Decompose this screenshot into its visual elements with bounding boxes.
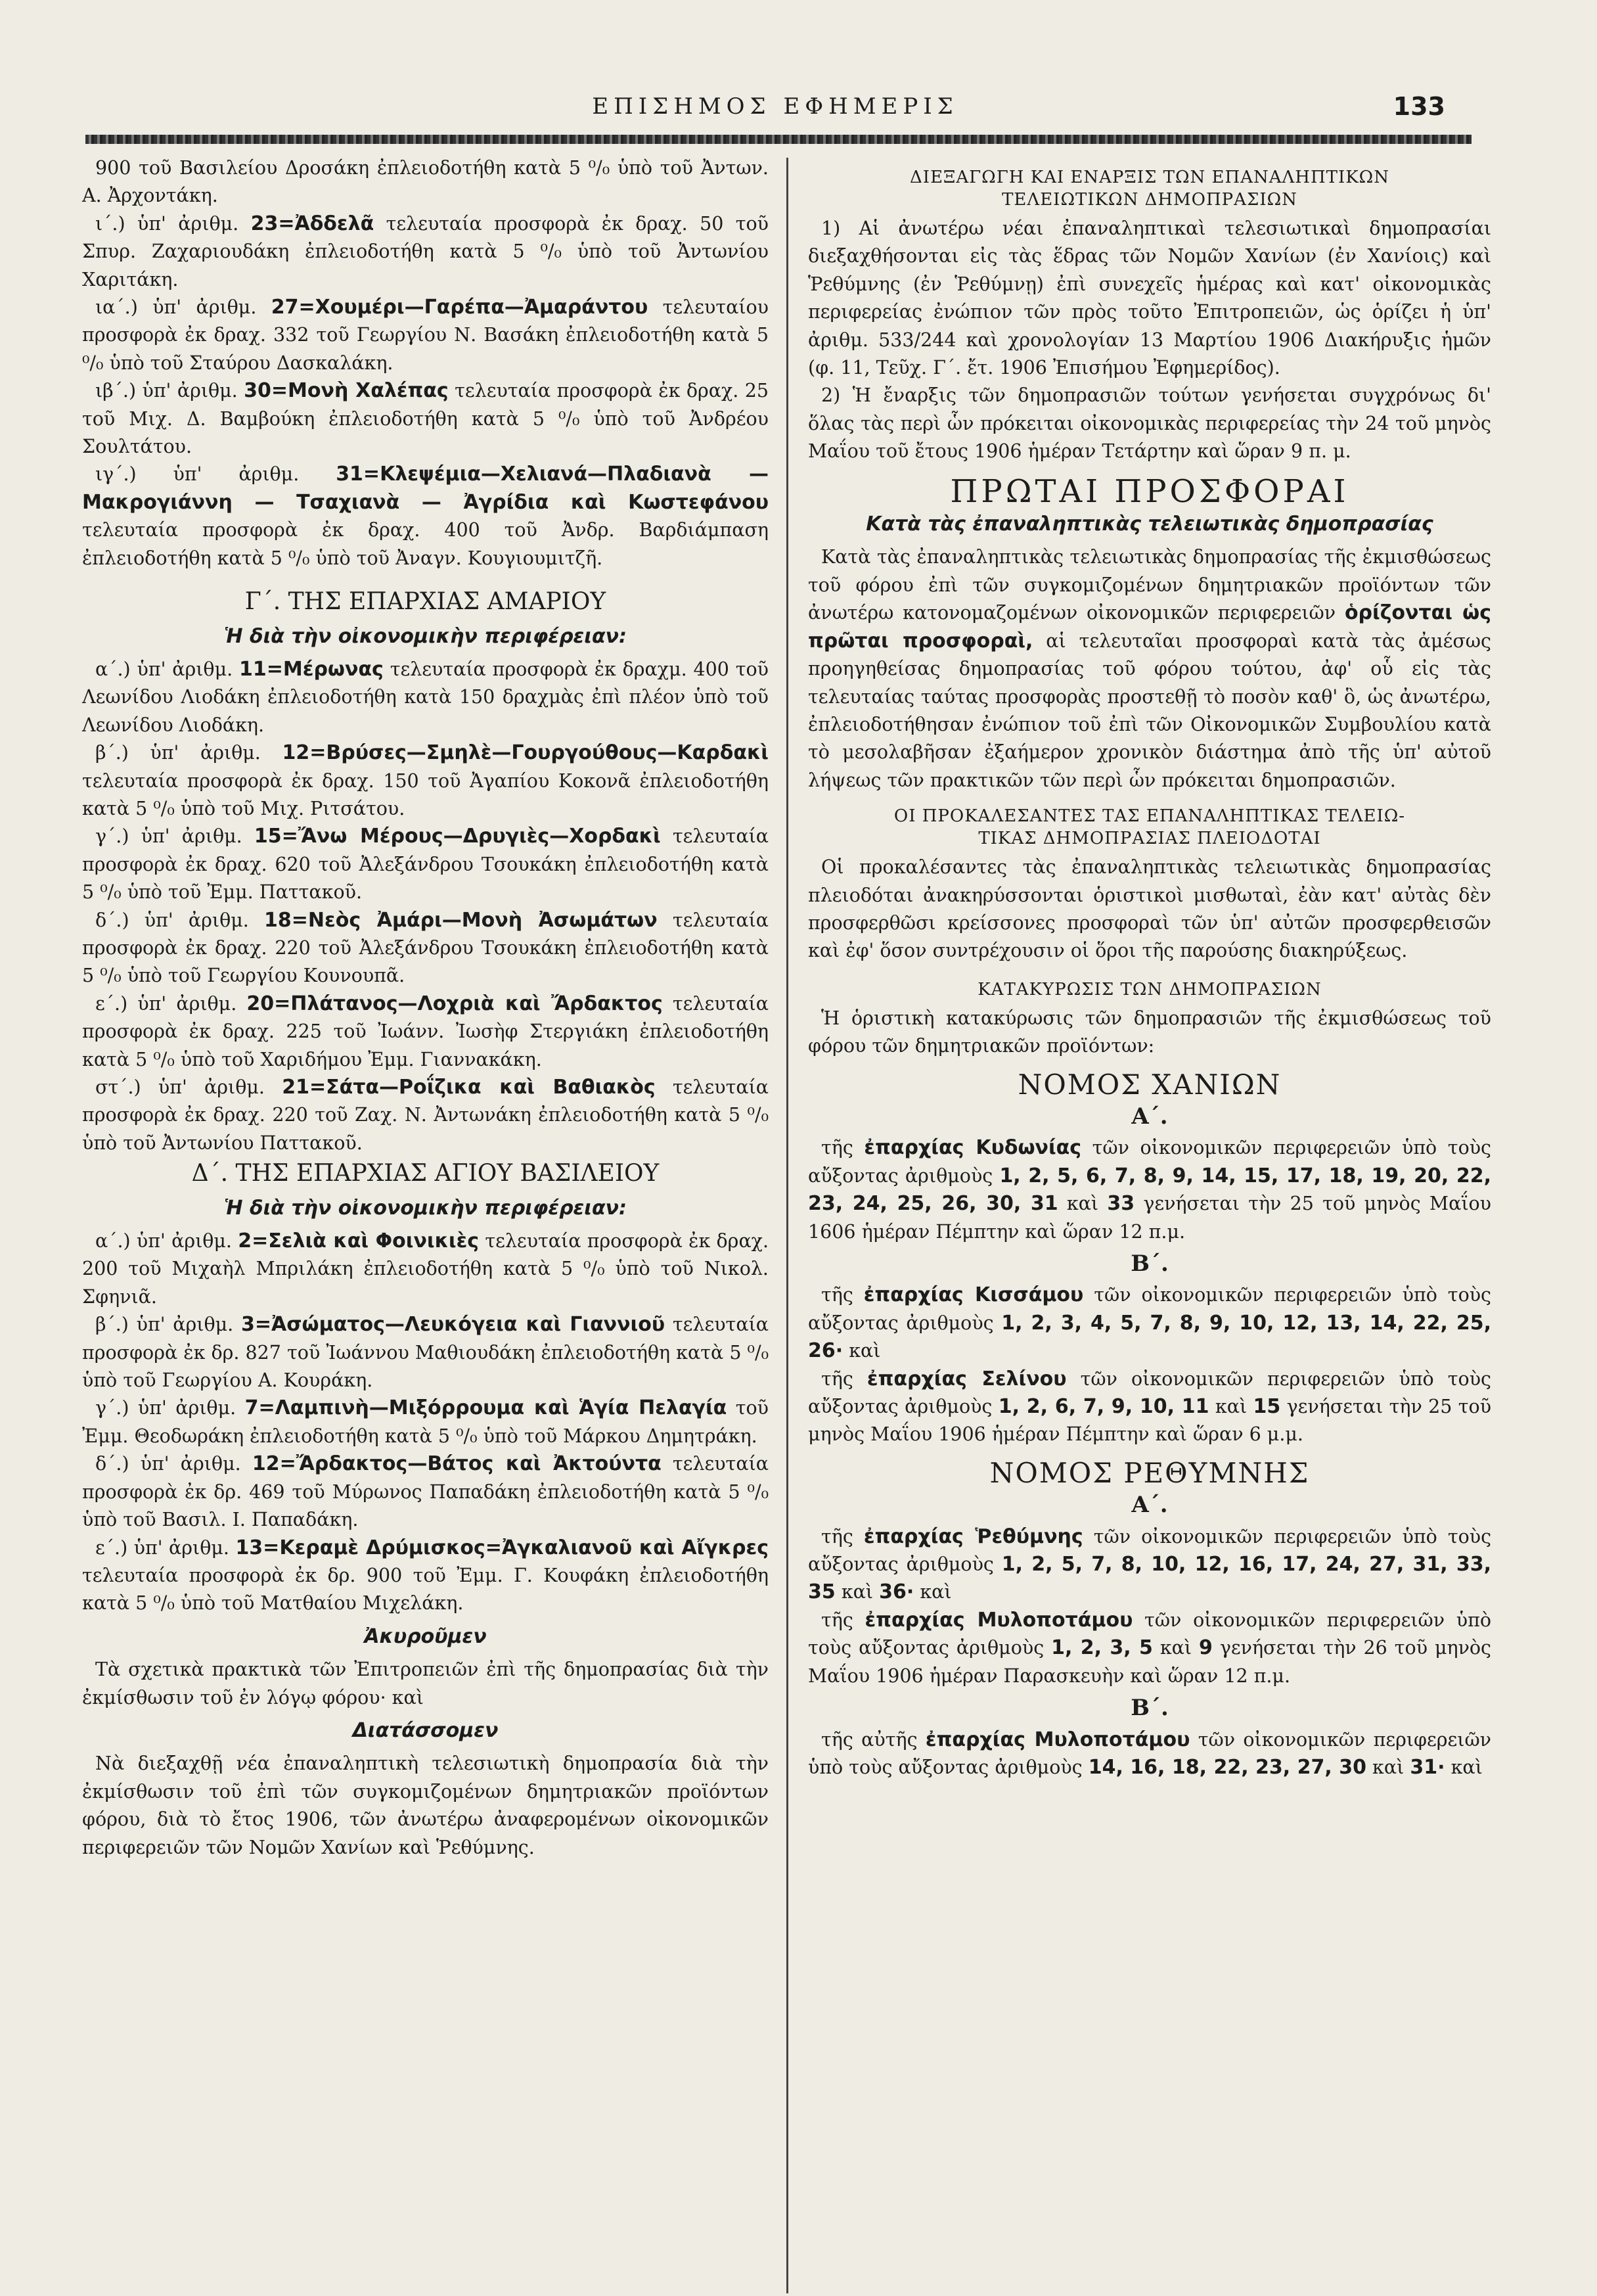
paragraph: στ΄.) ὑπ' ἀριθμ. 21=Σάτα—Ροΐζικα καὶ Βαθιακὸς τελευταία προσφορὰ ἐκ δραχ. 220 τοῦ Ζαχ. Ν. Ἀντωνάκη ἐπλειοδοτήθη κατὰ 5 ⁰/₀ ὑπὸ τοῦ Ἀντωνίου Παττακοῦ. — [82, 1076, 769, 1154]
paragraph: β΄.) ὑπ' ἀριθμ. 3=Ἀσώματος—Λευκόγεια καὶ Γιαννιοῦ τελευταία προσφορὰ ἐκ δρ. 827 τοῦ Ἰωάννου Μαθιουδάκη ἐπλειοδοτήθη κατὰ 5 ⁰/₀ ὑπὸ τοῦ Γεωργίου Α. Κουράκη. — [82, 1313, 769, 1392]
section-subheading: Ἡ διὰ τὴν οἰκονομικὴν περιφέρειαν: — [224, 624, 627, 648]
paragraph: δ΄.) ὑπ' ἀριθμ. 18=Νεὸς Ἀμάρι—Μονὴ Ἀσωμάτων τελευταία προσφορὰ ἐκ δραχ. 220 τοῦ Ἀλεξάνδρου Τσουκάκη ἐπλειοδοτήθη κατὰ 5 ⁰/₀ ὑπὸ τοῦ Γεωργίου Κουνουπᾶ. — [82, 908, 769, 987]
section-heading: ΔΙΕΞΑΓΩΓΗ ΚΑΙ ΕΝΑΡΞΙΣ ΤΩΝ ΕΠΑΝΑΛΗΠΤΙΚΩΝ ΤΕΛΕΙΩΤΙΚΩΝ ΔΗΜΟΠΡΑΣΙΩΝ — [910, 168, 1389, 210]
newspaper-title: ΕΠΙΣΗΜΟΣ ΕΦΗΜΕΡΙΣ — [592, 93, 958, 120]
paragraph: β΄.) ὑπ' ἀριθμ. 12=Βρύσες—Σμηλὲ—Γουργούθους—Καρδακὶ τελευταία προσφορὰ ἐκ δραχ. 150 τοῦ Ἀγαπίου Κοκονᾶ ἐπλειοδοτήθη κατὰ 5 ⁰/₀ ὑπὸ τοῦ Μιχ. Ριτσάτου. — [82, 741, 769, 819]
paragraph: ιγ΄.) ὑπ' ἀριθμ. 31=Κλεψέμια—Χελιανά—Πλαδιανὰ — Μακρογιάννη — Τσαχιανὰ — Ἀγρίδια καὶ Κωστεφάνου τελευταία προσφορὰ ἐκ δραχ. 400 τοῦ Ἀνδρ. Βαρδιάμπαση ἐπλειοδοτήθη κατὰ 5 ⁰/₀ ὑπὸ τοῦ Ἀναγν. Κουγιουμιτζῆ. — [82, 463, 769, 569]
paragraph: γ΄.) ὑπ' ἀριθμ. 7=Λαμπινὴ—Μιξόρρουμα καὶ Ἁγία Πελαγία τοῦ Ἐμμ. Θεοδωράκη ἐπλειοδοτήθη κατὰ 5 ⁰/₀ ὑπὸ τοῦ Μάρκου Δημητράκη. — [82, 1396, 769, 1447]
column-divider — [786, 158, 788, 2293]
paragraph: Οἱ προκαλέσαντες τὰς ἐπαναληπτικὰς τελειωτικὰς δημοπρασίας πλειοδόται ἀνακηρύσσονται ὁριστικοὶ μισθωταὶ, ἐὰν κατ' αὐτὰς δὲν προσφερθῶσι κρείσσονες προσφοραὶ τῶν ὑπ' αὐτῶν προσφερθεισῶν καὶ ἐφ' ὅσον συντρέχουσιν οἱ ὅροι τῆς παρούσης διακηρύξεως. — [808, 856, 1491, 962]
paragraph: α΄.) ὑπ' ἀριθμ. 2=Σελιὰ καὶ Φοινικιὲς τελευταία προσφορὰ ἐκ δραχ. 200 τοῦ Μιχαὴλ Μπριλάκη ἐπλειοδοτήθη κατὰ 5 ⁰/₀ ὑπὸ τοῦ Νικολ. Σφηνιᾶ. — [82, 1229, 769, 1308]
diatassomen-heading: Διατάσσομεν — [352, 1718, 499, 1742]
section-heading: ΚΑΤΑΚΥΡΩΣΙΣ ΤΩΝ ΔΗΜΟΠΡΑΣΙΩΝ — [978, 979, 1322, 999]
paragraph: τῆς ἐπαρχίας Κισσάμου τῶν οἰκονομικῶν περιφερειῶν ὑπὸ τοὺς αὔξοντας ἀριθμοὺς 1, 2, 3, 4, 5, 7, 8, 9, 10, 12, 13, 14, 22, 25, 26· καὶ — [808, 1283, 1492, 1363]
paragraph: τῆς ἐπαρχίας Ῥεθύμνης τῶν οἰκονομικῶν περιφερειῶν ὑπὸ τοὺς αὔξοντας ἀριθμοὺς 1, 2, 5, 7, 8, 10, 12, 16, 17, 24, 27, 31, 33, 35 καὶ 36· καὶ — [808, 1525, 1492, 1604]
paragraph: ε΄.) ὑπ' ἀριθμ. 20=Πλάτανος—Λοχριὰ καὶ Ἄρδακτος τελευταία προσφορὰ ἐκ δραχ. 225 τοῦ Ἰωάνν. Ἰωσὴφ Στεργιάκη ἐπλειοδοτήθη κατὰ 5 ⁰/₀ ὑπὸ τοῦ Χαριδήμου Ἐμμ. Γιαννακάκη. — [82, 992, 769, 1070]
paragraph: γ΄.) ὑπ' ἀριθμ. 15=Ἄνω Μέρους—Δρυγιὲς—Χορδακὶ τελευταία προσφορὰ ἐκ δραχ. 620 τοῦ Ἀλεξάνδρου Τσουκάκη ἐπλειοδοτήθη κατὰ 5 ⁰/₀ ὑπὸ τοῦ Ἐμμ. Παττακοῦ. — [82, 825, 769, 904]
paragraph: Ἡ ὁριστικὴ κατακύρωσις τῶν δημοπρασιῶν τῆς ἐκμισθώσεως τοῦ φόρου τῶν δημητριακῶν προϊόντων: — [808, 1007, 1491, 1057]
nomos-heading: ΝΟΜΟΣ ΡΕΘΥΜΝΗΣ — [989, 1456, 1310, 1489]
subsection-letter: Β΄. — [1131, 1695, 1169, 1722]
akyroumen-heading: Ἀκυροῦμεν — [364, 1624, 487, 1648]
protai-subheading: Κατὰ τὰς ἐπαναληπτικὰς τελειωτικὰς δημοπρασίας — [866, 513, 1433, 536]
paragraph: τῆς αὐτῆς ἐπαρχίας Μυλοποτάμου τῶν οἰκονομικῶν περιφερειῶν ὑπὸ τοὺς αὔξοντας ἀριθμοὺς 14, 16, 18, 22, 23, 27, 30 καὶ 31· καὶ — [808, 1728, 1492, 1779]
subsection-letter: Α΄. — [1131, 1103, 1168, 1130]
paragraph: 1) Αἱ ἀνωτέρω νέαι ἐπαναληπτικαὶ τελεσιωτικαὶ δημοπρασίαι διεξαχθήσονται εἰς τὰς ἕδρας τῶν Νομῶν Χανίων (ἐν Χανίοις) καὶ Ῥεθύμνης (ἐν Ῥεθύμνῃ) ἐπὶ συνεχεῖς ἡμέρας καὶ κατ' οἰκονομικὰς περιφερείας ἐνώπιον τῶν πρὸς τοῦτο Ἐπιτροπειῶν, ὡς ὁρίζει ἡ ὑπ' ἀριθμ. 533/244 καὶ χρονολογίαν 13 Μαρτίου 1906 Διακήρυξις ἡμῶν (φ. 11, Τεῦχ. Γ΄. ἔτ. 1906 Ἐπισήμου Ἐφημερίδος). — [808, 218, 1491, 379]
paragraph: α΄.) ὑπ' ἀριθμ. 11=Μέρωνας τελευταία προσφορὰ ἐκ δραχμ. 400 τοῦ Λεωνίδου Λιοδάκη ἐπλειοδοτήθη κατὰ 150 δραχμὰς ἐπὶ πλέον ὑπὸ τοῦ Λεωνίδου Λιοδάκη. — [82, 657, 769, 736]
left-column — [82, 154, 769, 2296]
paragraph: τῆς ἐπαρχίας Μυλοποτάμου τῶν οἰκονομικῶν περιφερειῶν ὑπὸ τοὺς αὔξοντας ἀριθμοὺς 1, 2, 3, 5 καὶ 9 γενήσεται τὴν 26 τοῦ μηνὸς Μαΐου 1906 ἡμέραν Παρασκευὴν καὶ ὥραν 12 π.μ. — [808, 1608, 1492, 1687]
right-column — [808, 154, 1491, 2296]
section-subheading: Ἡ διὰ τὴν οἰκονομικὴν περιφέρειαν: — [224, 1196, 627, 1220]
page-header — [85, 79, 1465, 121]
subsection-letter: Β΄. — [1131, 1251, 1169, 1277]
nomos-heading: ΝΟΜΟΣ ΧΑΝΙΩΝ — [1018, 1068, 1282, 1101]
paragraph: τῆς ἐπαρχίας Κυδωνίας τῶν οἰκονομικῶν περιφερειῶν ὑπὸ τοὺς αὔξοντας ἀριθμοὺς 1, 2, 5, 6, 7, 8, 9, 14, 15, 17, 18, 19, 20, 22, 23, 24, 25, 26, 30, 31 καὶ 33 γενήσεται τὴν 25 τοῦ μηνὸς Μαΐου 1606 ἡμέραν Πέμπτην καὶ ὥραν 12 π.μ. — [808, 1136, 1492, 1243]
paragraph: ιβ΄.) ὑπ' ἀριθμ. 30=Μονὴ Χαλέπας τελευταία προσφορὰ ἐκ δραχ. 25 τοῦ Μιχ. Δ. Βαμβούκη ἐπλειοδοτήθη κατὰ 5 ⁰/₀ ὑπὸ τοῦ Ἀνδρέου Σουλτάτου. — [82, 379, 769, 458]
subsection-letter: Α΄. — [1131, 1492, 1168, 1519]
paragraph: Τὰ σχετικὰ πρακτικὰ τῶν Ἐπιτροπειῶν ἐπὶ τῆς δημοπρασίας διὰ τὴν ἐκμίσθωσιν τοῦ ἐν λόγῳ φόρου· καὶ — [82, 1659, 769, 1709]
paragraph: 900 τοῦ Βασιλείου Δροσάκη ἐπλειοδοτήθη κατὰ 5 ⁰/₀ ὑπὸ τοῦ Ἀντων. Α. Ἀρχοντάκη. — [82, 157, 769, 207]
paragraph: Νὰ διεξαχθῇ νέα ἐπαναληπτικὴ τελεσιωτικὴ δημοπρασία διὰ τὴν ἐκμίσθωσιν τοῦ ἐπὶ τῶν συγκομιζομένων δημητριακῶν προϊόντων φόρου, διὰ τὸ ἔτος 1906, τῶν ἀνωτέρω ἀναφερομένων οἰκονομικῶν περιφερειῶν τῶν Νομῶν Χανίων καὶ Ῥεθύμνης. — [82, 1753, 769, 1858]
section-heading: ΟΙ ΠΡΟΚΑΛΕΣΑΝΤΕΣ ΤΑΣ ΕΠΑΝΑΛΗΠΤΙΚΑΣ ΤΕΛΕΙΩ- ΤΙΚΑΣ ΔΗΜΟΠΡΑΣΙΑΣ ΠΛΕΙΟΔΟΤΑΙ — [893, 806, 1406, 849]
paragraph: ι΄.) ὑπ' ἀριθμ. 23=Ἀδδελᾶ τελευταία προσφορὰ ἐκ δραχ. 50 τοῦ Σπυρ. Ζαχαριουδάκη ἐπλειοδοτήθη κατὰ 5 ⁰/₀ ὑπὸ τοῦ Ἀντωνίου Χαριτάκη. — [82, 212, 769, 290]
header-rule — [85, 135, 1472, 144]
paragraph: Κατὰ τὰς ἐπαναληπτικὰς τελειωτικὰς δημοπρασίας τῆς ἐκμισθώσεως τοῦ φόρου ἐπὶ τῶν συγκομιζομένων δημητριακῶν προϊόντων τῶν ἀνωτέρω κατονομαζομένων οἰκονομικῶν περιφερειῶν ὁρίζονται ὡς πρῶται προσφοραὶ, αἱ τελευταῖαι προσφοραὶ κατὰ τὰς ἀμέσως προηγηθείσας δημοπρασίας τοῦ φόρου τούτου, ἀφ' οὗ εἰς τὰς τελευταίας ταύτας προσφορὰς προστεθῇ τὸ ποσὸν καθ' ὃ, ὡς ἀνωτέρω, ἐπλειοδοτήθησαν ἐνώπιον τοῦ ἐπὶ τῶν Οἰκονομικῶν Συμβουλίου κατὰ τὸ μεσολαβῆσαν ἐξαήμερον χρονικὸν διάστημα ἀπὸ τῆς ὑπ' αὐτοῦ λήψεως τῶν πρακτικῶν τῶν περὶ ὧν πρόκειται δημοπρασιῶν. — [808, 546, 1491, 791]
paragraph: 2) Ἡ ἔναρξις τῶν δημοπρασιῶν τούτων γενήσεται συγχρόνως δι' ὅλας τὰς περὶ ὧν πρόκειται οἰκονομικὰς περιφερείας τὴν 24 τοῦ μηνὸς Μαΐου τοῦ ἔτους 1906 ἡμέραν Τετάρτην καὶ ὥραν 9 π. μ. — [808, 384, 1491, 463]
section-heading: Δ΄. ΤΗΣ ΕΠΑΡΧΙΑΣ ΑΓΙΟΥ ΒΑΣΙΛΕΙΟΥ — [191, 1160, 660, 1187]
protai-heading: ΠΡΩΤΑΙ ΠΡΟΣΦΟΡΑΙ — [950, 472, 1349, 510]
page-number: 133 — [1393, 92, 1445, 121]
paragraph: δ΄.) ὑπ' ἀριθμ. 12=Ἄρδακτος—Βάτος καὶ Ἀκτούντα τελευταία προσφορὰ ἐκ δρ. 469 τοῦ Μύρωνος Παπαδάκη ἐπλειοδοτήθη κατὰ 5 ⁰/₀ ὑπὸ τοῦ Βασιλ. Ι. Παπαδάκη. — [82, 1452, 769, 1531]
paragraph: ια΄.) ὑπ' ἀριθμ. 27=Χουμέρι—Γαρέπα—Ἀμαράντου τελευταίου προσφορὰ ἐκ δραχ. 332 τοῦ Γεωργίου Ν. Βασάκη ἐπλειοδοτήθη κατὰ 5 ⁰/₀ ὑπὸ τοῦ Σταύρου Δασκαλάκη. — [82, 296, 769, 374]
section-heading: Γ΄. ΤΗΣ ΕΠΑΡΧΙΑΣ ΑΜΑΡΙΟΥ — [244, 588, 606, 616]
paragraph: ε΄.) ὑπ' ἀριθμ. 13=Κεραμὲ Δρύμισκος=Ἀγκαλιανοῦ καὶ Αἴγκρες τελευταία προσφορὰ ἐκ δρ. 900 τοῦ Ἐμμ. Γ. Κουφάκη ἐπλειοδοτήθη κατὰ 5 ⁰/₀ ὑπὸ τοῦ Ματθαίου Μιχελάκη. — [82, 1536, 769, 1615]
paragraph: τῆς ἐπαρχίας Σελίνου τῶν οἰκονομικῶν περιφερειῶν ὑπὸ τοὺς αὔξοντας ἀριθμοὺς 1, 2, 6, 7, 9, 10, 11 καὶ 15 γενήσεται τὴν 25 τοῦ μηνὸς Μαΐου 1906 ἡμέραν Πέμπτην καὶ ὥραν 6 μ.μ. — [808, 1367, 1492, 1446]
